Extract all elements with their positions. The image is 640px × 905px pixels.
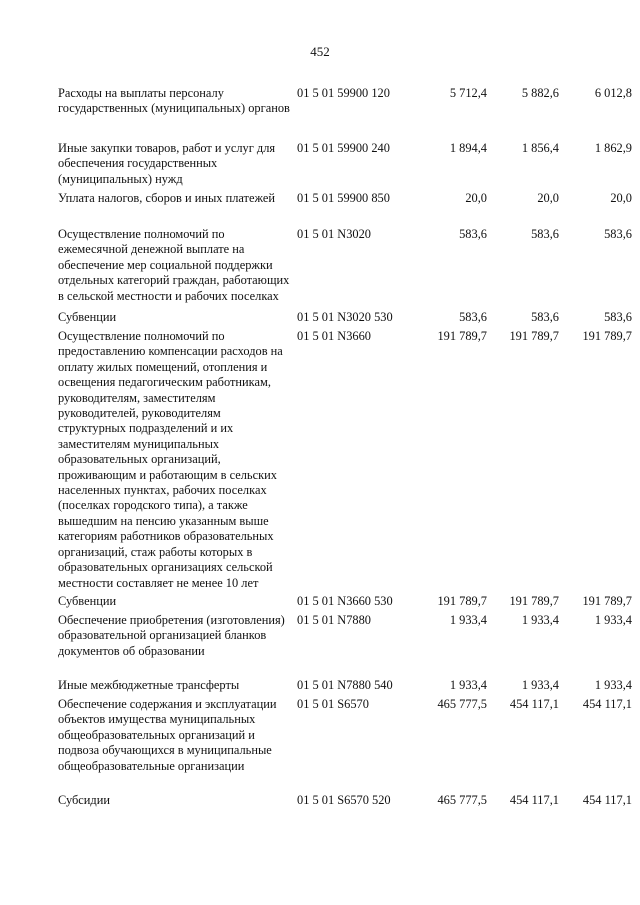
row-value-1: 191 789,7 [437,594,487,608]
table-row [58,678,632,694]
row-value-3: 454 117,1 [582,697,632,711]
row-code: 01 5 01 N7880 [297,613,371,627]
row-value-3: 1 933,4 [594,678,632,692]
row-description: Субвенции [58,310,117,324]
row-value-2: 454 117,1 [509,793,559,807]
row-value-3: 583,6 [604,227,632,241]
table-row [58,191,632,224]
row-value-2: 1 856,4 [521,141,559,155]
row-value-1: 583,6 [459,310,487,324]
row-value-2: 1 933,4 [521,678,559,692]
row-code: 01 5 01 N3660 [297,329,371,343]
row-description: Уплата налогов, сборов и иных платежей [58,191,276,205]
table-row [58,594,632,610]
row-value-3: 583,6 [604,310,632,324]
table-row [58,227,632,307]
row-value-2: 583,6 [531,310,559,324]
row-description: Осуществление полномочий по предоставлению компенсации расходов на оплату жилых помещений, отопления и освещения педагогическим работникам, руководителям, заместителям руководителей, руководителям структурных подразделений и их заместителям муниципальных образовательных организаций, проживающим и работающим в сельских населенных пунктах, рабочих поселках (поселках городского типа), а также вышедшим на пенсию указанным выше категориям работников образовательных организаций, стаж работы которых в образовательных организациях сельской местности составляет не менее 10 лет [58,329,283,590]
table-row [58,310,632,326]
row-description: Субвенции [58,594,117,608]
row-description: Обеспечение приобретения (изготовления) образовательной организацией бланков документов об образовании [58,613,285,658]
row-code: 01 5 01 S6570 520 [297,793,391,807]
row-description: Иные закупки товаров, работ и услуг для обеспечения государственных (муниципальных) нужд [58,141,276,186]
page-number: 452 [310,44,330,59]
row-value-3: 191 789,7 [582,594,632,608]
row-description: Иные межбюджетные трансферты [58,678,240,692]
row-code: 01 5 01 S6570 [297,697,369,711]
table-row [58,86,632,138]
row-value-2: 454 117,1 [509,697,559,711]
row-value-1: 465 777,5 [437,697,487,711]
row-value-1: 20,0 [465,191,487,205]
row-description: Расходы на выплаты персоналу государственных (муниципальных) органов [58,86,290,116]
budget-table [58,86,632,812]
table-row [58,329,632,591]
row-value-2: 20,0 [537,191,559,205]
row-value-1: 1 933,4 [449,613,487,627]
row-value-2: 1 933,4 [521,613,559,627]
table-row [58,613,632,675]
row-value-2: 5 882,6 [521,86,559,100]
row-description: Обеспечение содержания и эксплуатации объектов имущества муниципальных общеобразовательных организаций и подвоза обучающихся в муниципальные общеобразовательные организации [58,697,277,773]
row-value-1: 1 894,4 [449,141,487,155]
row-value-1: 465 777,5 [437,793,487,807]
row-code: 01 5 01 N3660 530 [297,594,393,608]
row-value-3: 1 933,4 [594,613,632,627]
row-value-3: 454 117,1 [582,793,632,807]
row-code: 01 5 01 N3020 [297,227,371,241]
row-value-3: 6 012,8 [594,86,632,100]
row-code: 01 5 01 N7880 540 [297,678,393,692]
row-code: 01 5 01 N3020 530 [297,310,393,324]
row-value-3: 1 862,9 [594,141,632,155]
row-value-2: 583,6 [531,227,559,241]
row-code: 01 5 01 59900 240 [297,141,390,155]
row-value-1: 1 933,4 [449,678,487,692]
row-value-1: 5 712,4 [449,86,487,100]
row-code: 01 5 01 59900 120 [297,86,390,100]
row-value-1: 583,6 [459,227,487,241]
row-value-2: 191 789,7 [509,594,559,608]
table-row [58,141,632,188]
table-row [58,697,632,790]
row-description: Осуществление полномочий по ежемесячной денежной выплате на обеспечение мер социальной поддержки отдельных категорий граждан, работающих в сельской местности и рабочих поселках [58,227,290,303]
row-code: 01 5 01 59900 850 [297,191,390,205]
row-value-1: 191 789,7 [437,329,487,343]
row-value-3: 20,0 [610,191,632,205]
row-value-3: 191 789,7 [582,329,632,343]
row-description: Субсидии [58,793,110,807]
table-row [58,793,632,809]
row-value-2: 191 789,7 [509,329,559,343]
